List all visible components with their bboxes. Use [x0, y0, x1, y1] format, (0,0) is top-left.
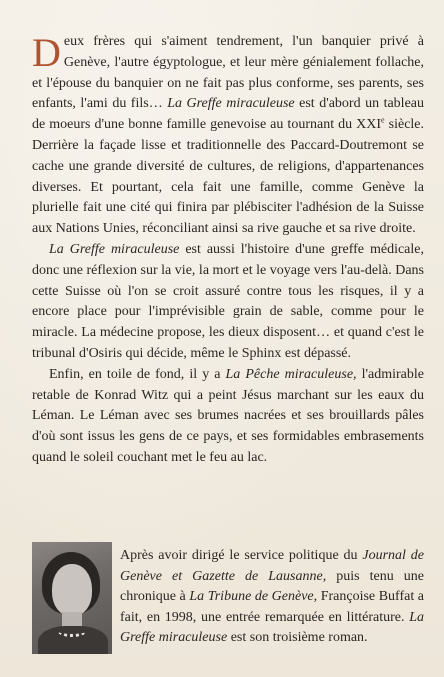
- blurb-paragraph-2: [32, 240, 424, 365]
- drop-cap: D: [32, 30, 61, 75]
- blurb-text: l'admirable retable de Konrad Witz qui a peint Jésus marchant sur les eaux du Léman. Le Léman avec ses brumes nacrées et ses brouillards pâles d'où sont issus les gens de ce pays, et ses formidables embrasements quand le soleil couchant met le feu au lac.: [32, 366, 424, 465]
- bio-text: puis tenu une chronique à: [120, 568, 425, 605]
- blurb-text: est d'abord un tableau de moeurs d'une bonne famille genevoise au tournant du: [32, 96, 424, 133]
- blurb-paragraph-3: [32, 365, 424, 469]
- author-bio: [120, 546, 424, 649]
- bio-text: Après avoir dirigé le service politique du: [120, 548, 363, 563]
- century-numeral: XXI: [356, 117, 382, 133]
- book-blurb: [32, 32, 424, 469]
- blurb-text: eux frères qui s'aiment tendrement, l'un banquier privé à Genève, l'autre égyptologue, et leur mère génialement follache, et l'épouse du banquier on ne fait pas plus conforme, ses parents, ses enfants, l'ami du fils…: [32, 34, 424, 112]
- blurb-text: est aussi l'histoire d'une greffe médicale, donc une réflexion sur la vie, la mort et le voyage vers l'au-delà. Dans cette Suisse où l'on se croit assuré contre tous les risques, il y a encore place pour l'imprévisible grain de sable, comme pour le miracle. La médecine propose, les dieux disposent… et quand c'est le tribunal d'Osiris qui décide, même le Sphinx est dépassé.: [32, 241, 424, 361]
- photo-necklace: [58, 626, 86, 637]
- book-title: La Greffe miraculeuse: [167, 96, 295, 112]
- photo-face: [52, 564, 92, 616]
- century-superscript: e: [381, 115, 385, 125]
- author-section: [32, 542, 424, 654]
- bio-text: Françoise Buffat a fait, en 1998, une entrée remarquée en littérature.: [120, 589, 425, 625]
- book-title: La Greffe miraculeuse: [120, 609, 424, 646]
- blurb-text: Enfin, en toile de fond, il y a: [49, 366, 226, 382]
- newspaper-name: La Tribune de Genève,: [189, 589, 318, 605]
- painting-title: La Pêche miraculeuse,: [225, 366, 357, 382]
- newspaper-name: Journal de Genève et Gazette de Lausanne,: [120, 548, 424, 584]
- book-title: La Greffe miraculeuse: [49, 241, 180, 257]
- blurb-paragraph-1: [32, 32, 424, 240]
- author-photo: [32, 542, 112, 654]
- blurb-text: siècle. Derrière la façade lisse et traditionnelle des Paccard-Doutremont se cache une grande diversité de cultures, de religions, d'appartenances diverses. Et pourtant, cela fait une famille, comme Genève la plurielle fait une cité qui finira par plébisciter l'adhésion de la Suisse aux Nations Unies, réconciliant ainsi sa rive gauche et sa rive droite.: [32, 117, 425, 237]
- bio-text: est son troisième roman.: [227, 630, 368, 646]
